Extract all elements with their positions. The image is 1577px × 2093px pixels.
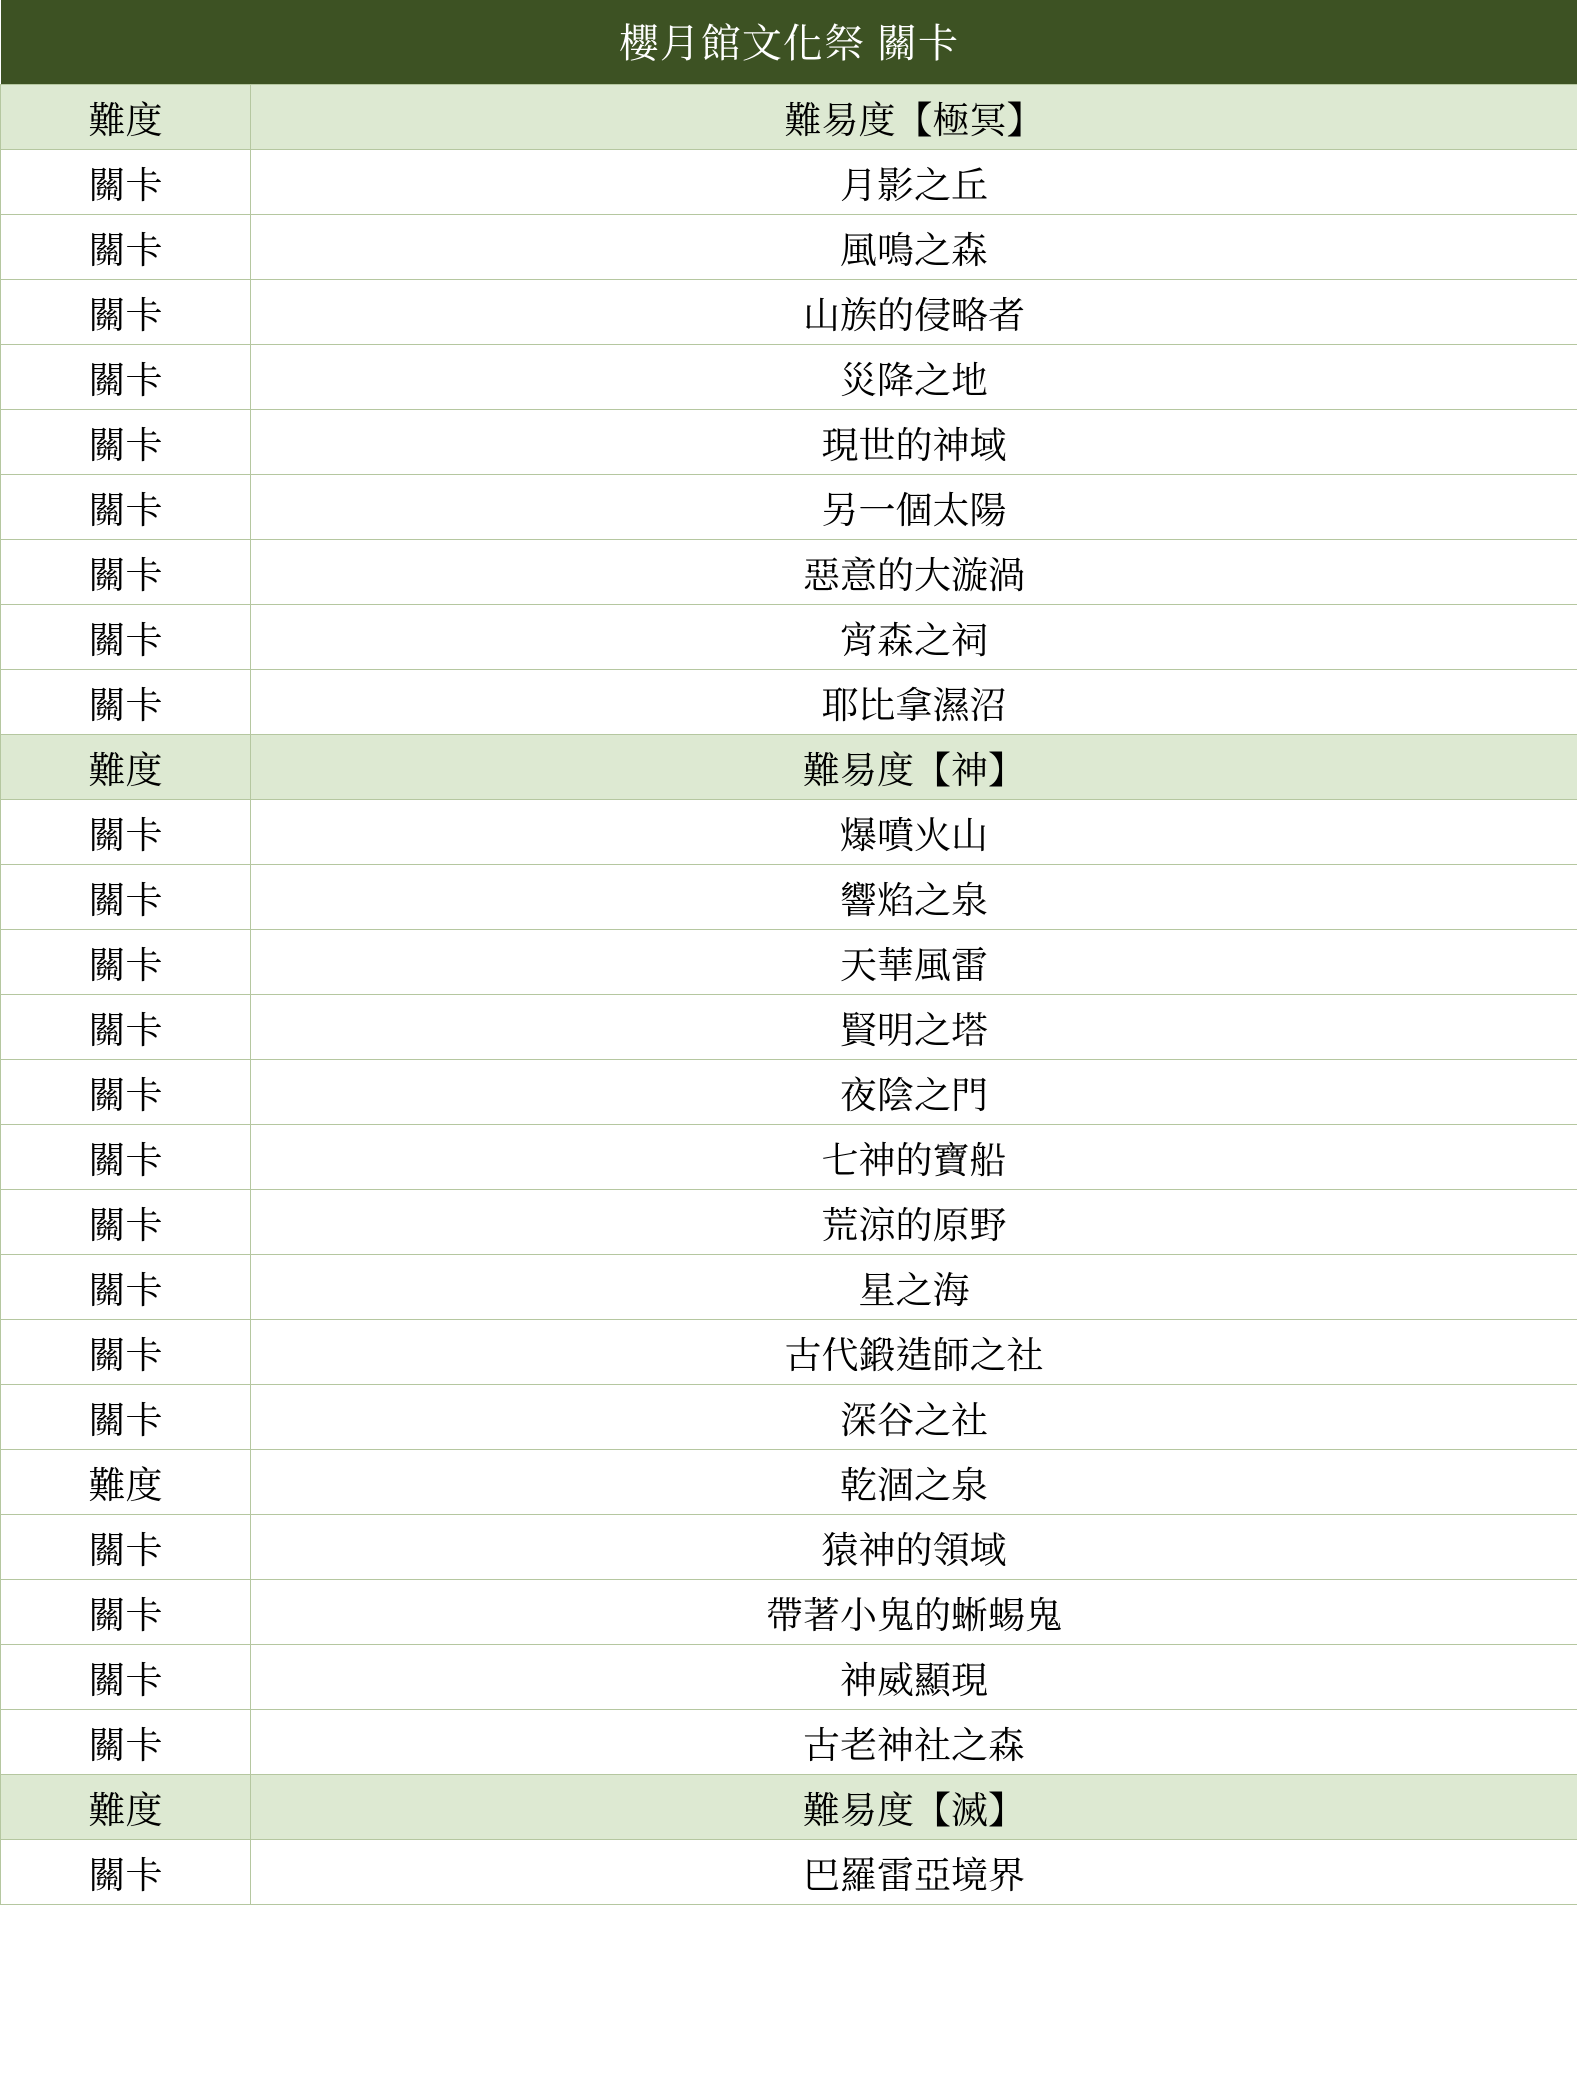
- row-label: 關卡: [1, 215, 251, 280]
- stage-name: 災降之地: [251, 345, 1577, 410]
- stage-name: 賢明之塔: [251, 995, 1577, 1060]
- row-label: 關卡: [1, 1190, 251, 1255]
- row-label: 關卡: [1, 1515, 251, 1580]
- stage-name: 古老神社之森: [251, 1710, 1577, 1775]
- table-row: [1, 540, 1577, 605]
- row-label: 難度: [1, 735, 251, 800]
- page-title: 櫻月館文化祭 關卡: [1, 0, 1577, 85]
- row-label: 關卡: [1, 1645, 251, 1710]
- table-row: [1, 1320, 1577, 1385]
- table-row: [1, 1515, 1577, 1580]
- row-label: 關卡: [1, 345, 251, 410]
- difficulty-name: 難易度【滅】: [251, 1775, 1577, 1840]
- table-row: [1, 1450, 1577, 1515]
- table-row: [1, 150, 1577, 215]
- stage-name: 巴羅雷亞境界: [251, 1840, 1577, 1905]
- stage-name: 宵森之祠: [251, 605, 1577, 670]
- stage-name: 耶比拿濕沼: [251, 670, 1577, 735]
- table-row: [1, 1255, 1577, 1320]
- stage-name: 現世的神域: [251, 410, 1577, 475]
- row-label: 關卡: [1, 670, 251, 735]
- stage-name: 另一個太陽: [251, 475, 1577, 540]
- row-label: 關卡: [1, 605, 251, 670]
- table-title-row: [1, 0, 1577, 85]
- stage-name: 深谷之社: [251, 1385, 1577, 1450]
- table-row: [1, 1190, 1577, 1255]
- stage-name: 天華風雷: [251, 930, 1577, 995]
- stage-name: 夜陰之門: [251, 1060, 1577, 1125]
- difficulty-header-row: [1, 85, 1577, 150]
- table-row: [1, 995, 1577, 1060]
- table-row: [1, 410, 1577, 475]
- table-row: [1, 865, 1577, 930]
- table-row: [1, 1385, 1577, 1450]
- table-row: [1, 1125, 1577, 1190]
- row-label: 關卡: [1, 280, 251, 345]
- stage-name: 七神的寶船: [251, 1125, 1577, 1190]
- stage-name: 星之海: [251, 1255, 1577, 1320]
- stage-name: 惡意的大漩渦: [251, 540, 1577, 605]
- table-row: [1, 1710, 1577, 1775]
- row-label: 關卡: [1, 1710, 251, 1775]
- stage-name: 山族的侵略者: [251, 280, 1577, 345]
- row-label: 關卡: [1, 1580, 251, 1645]
- stage-name: 帶著小鬼的蜥蜴鬼: [251, 1580, 1577, 1645]
- table-row: [1, 800, 1577, 865]
- row-label: 關卡: [1, 150, 251, 215]
- stage-name: 古代鍛造師之社: [251, 1320, 1577, 1385]
- row-label: 關卡: [1, 995, 251, 1060]
- table-row: [1, 1840, 1577, 1905]
- row-label: 關卡: [1, 865, 251, 930]
- row-label: 關卡: [1, 1060, 251, 1125]
- row-label: 關卡: [1, 1320, 251, 1385]
- difficulty-header-row: [1, 735, 1577, 800]
- stage-name: 荒涼的原野: [251, 1190, 1577, 1255]
- table-row: [1, 1060, 1577, 1125]
- stage-table-body: [1, 0, 1577, 1905]
- table-row: [1, 475, 1577, 540]
- stage-name: 風鳴之森: [251, 215, 1577, 280]
- row-label: 關卡: [1, 1840, 251, 1905]
- stage-name: 爆噴火山: [251, 800, 1577, 865]
- table-row: [1, 670, 1577, 735]
- row-label: 關卡: [1, 540, 251, 605]
- table-row: [1, 345, 1577, 410]
- difficulty-name: 難易度【神】: [251, 735, 1577, 800]
- row-label: 關卡: [1, 800, 251, 865]
- row-label: 關卡: [1, 1125, 251, 1190]
- row-label: 難度: [1, 1775, 251, 1840]
- stage-name: 月影之丘: [251, 150, 1577, 215]
- row-label: 關卡: [1, 475, 251, 540]
- row-label: 難度: [1, 85, 251, 150]
- table-row: [1, 1645, 1577, 1710]
- row-label: 關卡: [1, 410, 251, 475]
- stage-name: 乾涸之泉: [251, 1450, 1577, 1515]
- stage-name: 猿神的領域: [251, 1515, 1577, 1580]
- table-row: [1, 1580, 1577, 1645]
- stage-name: 響焰之泉: [251, 865, 1577, 930]
- stage-name: 神威顯現: [251, 1645, 1577, 1710]
- row-label: 關卡: [1, 930, 251, 995]
- difficulty-name: 難易度【極冥】: [251, 85, 1577, 150]
- table-row: [1, 280, 1577, 345]
- difficulty-header-row: [1, 1775, 1577, 1840]
- row-label: 難度: [1, 1450, 251, 1515]
- table-row: [1, 930, 1577, 995]
- row-label: 關卡: [1, 1385, 251, 1450]
- table-row: [1, 215, 1577, 280]
- table-row: [1, 605, 1577, 670]
- row-label: 關卡: [1, 1255, 251, 1320]
